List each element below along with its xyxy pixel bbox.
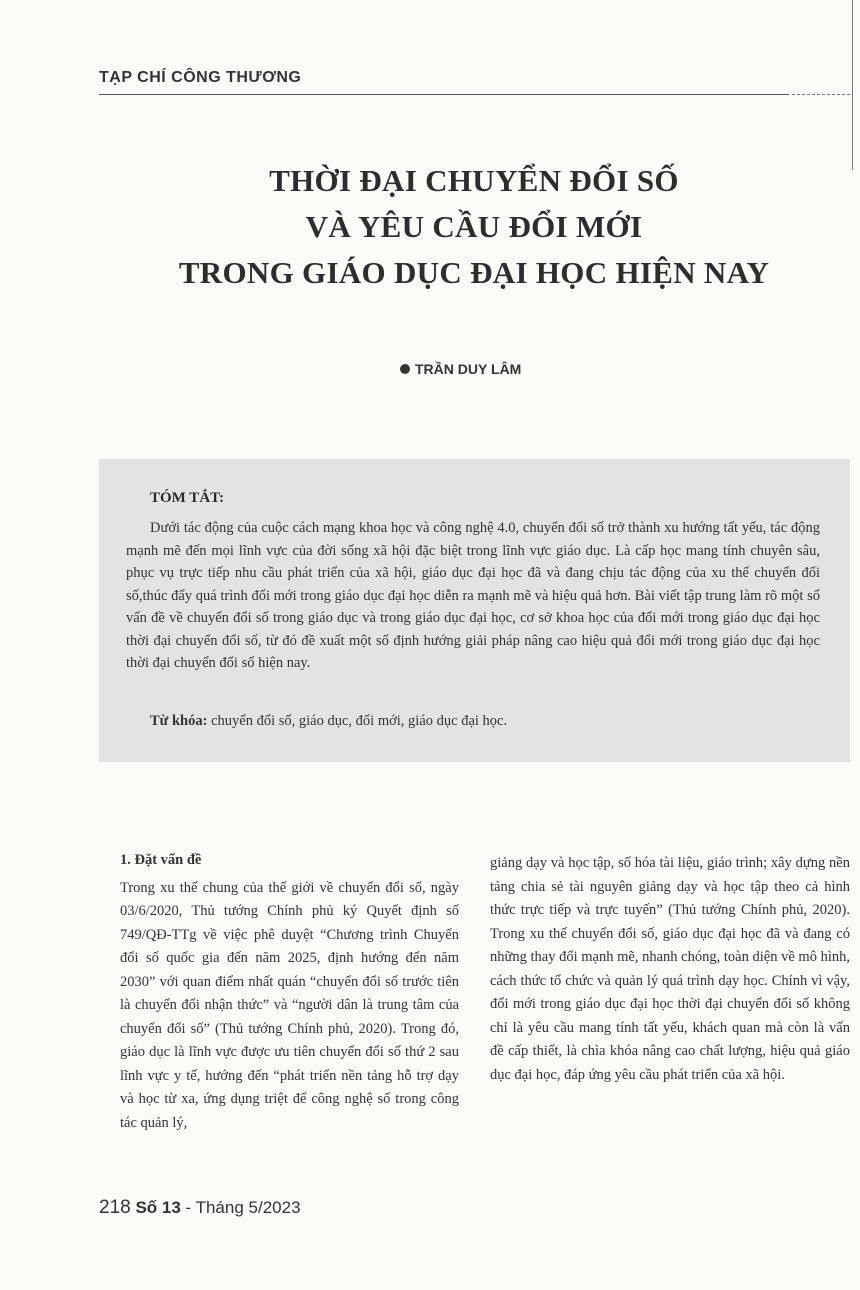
- abstract-body: Dưới tác động của cuộc cách mạng khoa học và công nghệ 4.0, chuyển đổi số trở thành xu hướng tất yếu, tác động mạnh mẽ đến mọi lĩnh vực của đời sống xã hội đặc biệt trong lĩnh vực giáo dục. Là cấp học mang tính chuyên sâu, phục vụ trực tiếp nhu cầu phát triển của xã hội, giáo dục đại học đã và đang chịu tác động của xu thế chuyển đổi số,thúc đẩy quá trình đổi mới trong giáo dục đại học diễn ra mạnh mẽ và hiệu quả hơn. Bài viết tập trung làm rõ một số vấn đề về chuyển đổi số trong giáo dục và trong giáo dục đại học, cơ sở khoa học của đổi mới trong giáo dục đại học thời đại chuyển đổi số, từ đó đề xuất một số định hướng giải pháp nâng cao hiệu quả đổi mới trong giáo dục đại học thời đại chuyển đổi số hiện nay.: [126, 520, 820, 671]
- section-heading: 1. Đặt vấn đề: [120, 852, 202, 868]
- author-line: [400, 361, 521, 377]
- page-edge-line: [852, 0, 853, 170]
- section-text-left: Trong xu thế chung của thế giới về chuyển đổi số, ngày 03/6/2020, Thủ tướng Chính phủ ký Quyết định số 749/QĐ-TTg về việc phê duyệt “Chương trình Chuyển đổi số quốc gia đến năm 2025, định hướng đến năm 2030” với quan điểm nhất quán “chuyển đổi số trước tiên là chuyển đổi nhận thức” và “người dân là trung tâm của chuyển đổi số” (Thủ tướng Chính phủ, 2020). Trong đó, giáo dục là lĩnh vực được ưu tiên chuyển đổi số thứ 2 sau lĩnh vực y tế, hướng đến “phát triển nền tảng hỗ trợ dạy và học từ xa, ứng dụng triệt để công nghệ số trong công tác quản lý,: [120, 879, 459, 1131]
- page-footer: [99, 1197, 301, 1219]
- body-column-right: [490, 852, 850, 1087]
- author-name: TRẦN DUY LÂM: [415, 361, 522, 377]
- abstract-heading: TÓM TẮT:: [150, 490, 225, 506]
- issue-number: Số 13: [135, 1198, 181, 1217]
- header-rule: [99, 94, 789, 95]
- header-rule-dashed: [792, 94, 850, 95]
- keywords-text: chuyển đổi số, giáo dục, đổi mới, giáo dục đại học.: [211, 713, 508, 729]
- section-paragraph-left: [120, 877, 459, 1136]
- keywords-label: Từ khóa:: [150, 713, 208, 729]
- article-title: [99, 158, 849, 296]
- title-line-1: THỜI ĐẠI CHUYỂN ĐỔI SỐ: [269, 163, 679, 198]
- section-paragraph-right: giảng dạy và học tập, số hóa tài liệu, giáo trình; xây dựng nền tảng chia sẻ tài nguyên giảng dạy và học tập theo cả hình thức trực tiếp và trực tuyến” (Thủ tướng Chính phủ, 2020). Trong xu thế chuyển đổi số, giáo dục đại học đã và đang có những thay đổi mạnh mẽ, nhanh chóng, toàn diện về mô hình, cách thức tổ chức và quản lý quá trình dạy học. Chính vì vậy, đổi mới trong giáo dục đại học thời đại chuyển đổi số không chỉ là yêu cầu mang tính tất yếu, khách quan mà còn là vấn đề cấp thiết, là chìa khóa nâng cao chất lượng, hiệu quả giáo dục đại học, đáp ứng yêu cầu phát triển của xã hội.: [490, 855, 850, 1083]
- journal-name: TẠP CHÍ CÔNG THƯƠNG: [99, 69, 302, 86]
- keywords-line: [150, 713, 507, 730]
- issue-date: - Tháng 5/2023: [180, 1198, 301, 1217]
- bullet-icon: [400, 364, 410, 374]
- title-line-3: TRONG GIÁO DỤC ĐẠI HỌC HIỆN NAY: [178, 255, 770, 290]
- title-line-2: VÀ YÊU CẦU ĐỔI MỚI: [305, 209, 643, 244]
- body-column-left: [120, 849, 459, 1135]
- page-number: 218: [99, 1197, 131, 1218]
